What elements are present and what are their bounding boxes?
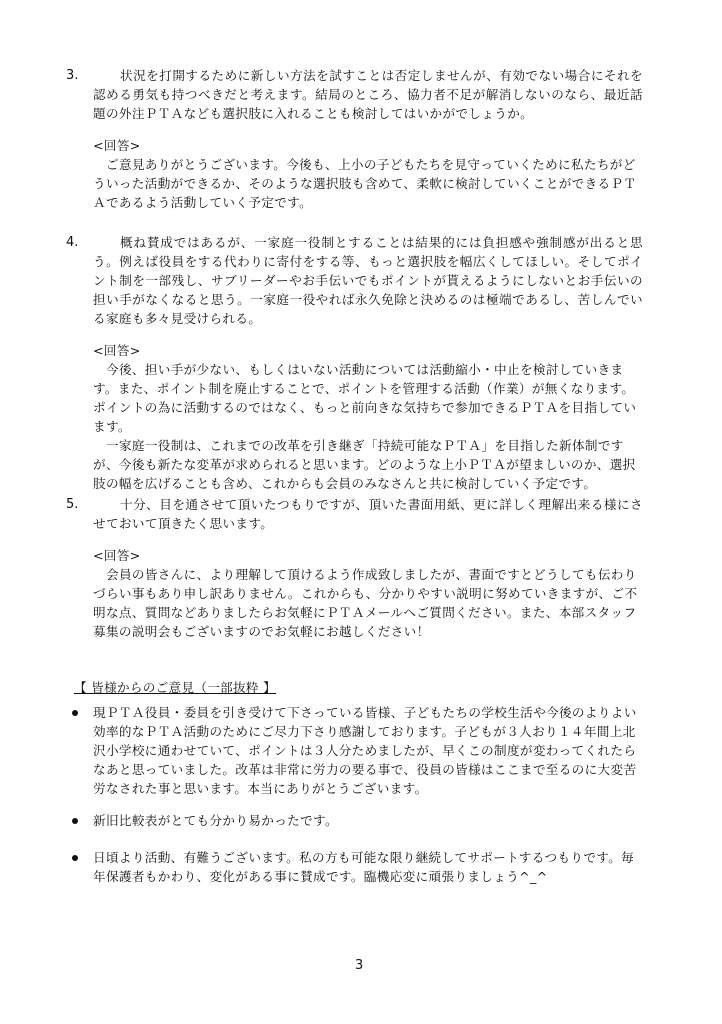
bullet-dot-icon <box>72 855 78 861</box>
question-paragraph: 十分、目を通させて頂いたつもりですが、頂いた書面用紙、更に詳しく理解出来る様にさせておいて頂きたく思います。 <box>93 497 643 531</box>
qa-item-4 <box>66 233 646 493</box>
answer-paragraph: ご意見ありがとうございます。今後も、上小の子どもたちを見守っていくために私たちがどういった活動ができるか、そのような選択肢も含めて、柔軟に検討していくことができるＰＴＡであるよう活動していく予定です。 <box>93 157 637 210</box>
answer-paragraph: 今後、担い手が少ない、もしくはいない活動については活動縮小・中止を検討していきます。また、ポイント制を廃止することで、ポイントを管理する活動（作業）が無くなります。ポイントの為に活動するのではなく、もっと前向きな気持ちで参加できるＰＴＡを目指しています。 <box>93 362 637 434</box>
opinion-text: 新旧比較表がとても分かり易かったです。 <box>93 813 338 828</box>
qa-item-5 <box>66 495 646 641</box>
item-number: 3. <box>66 68 79 83</box>
answer-paragraph: 会員の皆さんに、より理解して頂けるよう作成致しましたが、書面ですとどうしても伝わりづらい事もあり申し訳ありません。これからも、分かりやすい説明に努めていきますが、ご不明な点、質問などありましたらお気軽にＰＴＡメールへご質問ください。また、本部スタッフ募集の説明会もございますのでお気軽にお越しください！ <box>93 567 638 639</box>
opinions-heading: 【 皆様からのご意見（一部抜粋 】 <box>74 680 277 695</box>
question-text <box>93 233 643 328</box>
qa-item-3 <box>66 66 646 212</box>
item-number: 5. <box>66 497 79 512</box>
answer-block <box>93 136 643 212</box>
bullet-dot-icon <box>72 710 78 716</box>
answer-block <box>93 341 643 493</box>
opinion-bullet <box>66 811 646 830</box>
item-number: 4. <box>66 235 79 250</box>
question-paragraph: 状況を打開するために新しい方法を試すことは否定しませんが、有効でない場合にそれを認める勇気も持つべきだと考えます。結局のところ、協力者不足が解消しないのなら、最近話題の外注ＰＴＡなども選択肢に入れることも検討してはいかがでしょうか。 <box>93 68 643 121</box>
opinion-text: 現ＰＴＡ役員・委員を引き受けて下さっている皆様、子どもたちの学校生活や今後のよりよい効率的なＰＴＡ活動のためにご尽力下さり感謝しております。子どもが３人おり１４年間上北沢小学校に通わせていて、ポイントは３人分ためましたが、早くこの制度が変わってくれたらなあと思っていました。改革は非常に労力の要る事で、役員の皆様はここまで至るのに大変苦労なされた事と思います。本当にありがとうございます。 <box>93 705 637 796</box>
question-text <box>93 66 643 123</box>
answer-block <box>93 546 643 641</box>
answer-paragraph: 一家庭一役制は、これまでの改革を引き継ぎ「持続可能なＰＴＡ」を目指した新体制ですが、今後も新たな変革が求められると思います。どのような上小ＰＴＡが望ましいのか、選択肢の幅を広げることも含め、これからも会員のみなさんと共に検討していく予定です。 <box>93 438 636 491</box>
opinion-text: 日頃より活動、有難うございます。私の方も可能な限り継続してサポートするつもりです。毎年保護者もかわり、変化がある事に賛成です。臨機応変に頑張りましょう^_^ <box>93 850 635 884</box>
opinion-bullet <box>66 703 646 798</box>
opinion-bullet <box>66 848 646 886</box>
question-paragraph: 概ね賛成ではあるが、一家庭一役制とすることは結果的には負担感や強制感が出ると思う。例えば役員をする代わりに寄付をする等、もっと選択肢を幅広くしてほしい。そしてポイント制を一部残し、サブリーダーやお手伝いでもポイントが貰えるようにしないとお手伝いの担い手がなくなると思う。一家庭一役やれば永久免除と決めるのは極端であるし、苦しんでいる家庭も多々見受けられる。 <box>93 235 643 326</box>
answer-label: <回答> <box>93 343 141 358</box>
page-number: 3 <box>355 958 364 973</box>
question-text <box>93 495 643 533</box>
answer-label: <回答> <box>93 138 141 153</box>
answer-label: <回答> <box>93 548 141 563</box>
bullet-dot-icon <box>72 818 78 824</box>
